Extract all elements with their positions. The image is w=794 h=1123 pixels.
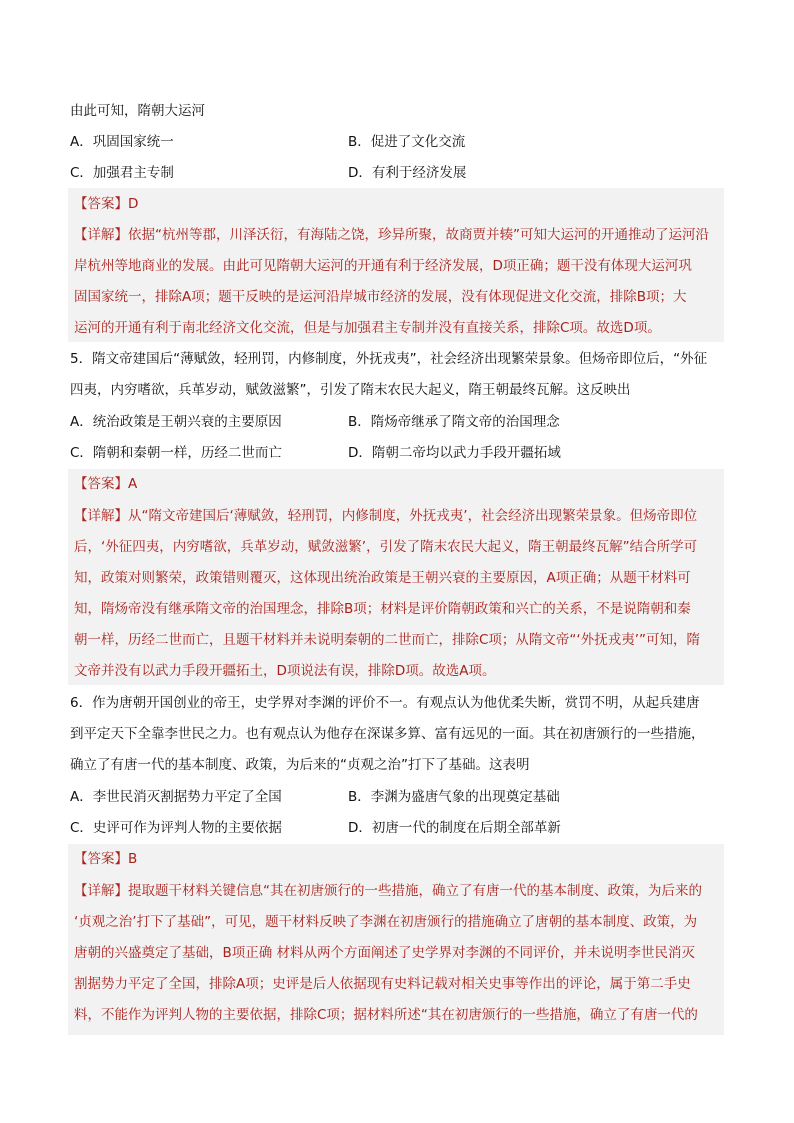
- explanation-tag: 【详解】: [74, 508, 128, 524]
- explanation-line: 料，不能作为评判人物的主要依据，排除C项；据材料所述“其在初唐颁行的一些措施，确立了有唐一代的: [74, 1007, 698, 1023]
- question-5-stem: 5．隋文帝建国后“薄赋敛，轻刑罚，内修制度，外抚戎夷”，社会经济出现繁荣景象。但炀帝即位后，“外征: [70, 351, 708, 367]
- option-a: A．李世民消灭割据势力平定了全国: [70, 789, 282, 805]
- option-d: D．初唐一代的制度在后期全部革新: [348, 820, 561, 836]
- answer-label: 【答案】A: [74, 476, 138, 492]
- option-c: C．隋朝和秦朝一样，历经二世而亡: [70, 445, 282, 461]
- explanation-line: 岸杭州等地商业的发展。由此可见隋朝大运河的开通有利于经济发展，D项正确；题干没有体现大运河巩: [74, 258, 692, 274]
- question-5-stem: 四夷，内穷嗜欲，兵革岁动，赋敛滋繁”，引发了隋末农民大起义，隋王朝最终瓦解。这反映出: [70, 382, 631, 398]
- option-a: A．巩固国家统一: [70, 134, 174, 150]
- explanation-line: 后，‘外征四夷，内穷嗜欲，兵革岁动，赋敛滋繁’，引发了隋末农民大起义，隋王朝最终瓦解”结合所学可: [74, 539, 698, 555]
- explanation-line: ‘贞观之治’打下了基础”，可见，题干材料反映了李渊在初唐颁行的措施确立了唐朝的基本制度、政策，为: [74, 914, 698, 930]
- option-c: C．史评可作为评判人物的主要依据: [70, 820, 282, 836]
- answer-label: 【答案】D: [74, 196, 139, 212]
- option-d: D．隋朝二帝均以武力手段开疆拓域: [348, 445, 561, 461]
- explanation-line: 知，政策对则繁荣，政策错则覆灭，这体现出统治政策是王朝兴衰的主要原因，A项正确；从题干材料可: [74, 570, 691, 586]
- answer-block: [68, 188, 724, 342]
- question-6-stem: 6．作为唐朝开国创业的帝王，史学界对李渊的评价不一。有观点认为他优柔失断，赏罚不明，从起兵建唐: [70, 695, 700, 711]
- explanation-line: 知，隋炀帝没有继承隋文帝的治国理念，排除B项；材料是评价隋朝政策和兴亡的关系，不是说隋朝和秦: [74, 601, 691, 617]
- option-c: C．加强君主专制: [70, 165, 174, 181]
- option-d: D．有利于经济发展: [348, 165, 467, 181]
- explanation-line: [74, 506, 697, 526]
- explanation-line: 运河的开通有利于南北经济文化交流，但是与加强君主专制并没有直接关系，排除C项。故选D项。: [74, 320, 661, 336]
- option-b: B．隋炀帝继承了隋文帝的治国理念: [348, 414, 560, 430]
- question-stem-tail: 由此可知，隋朝大运河: [70, 103, 205, 119]
- explanation-line: 唐朝的兴盛奠定了基础，B项正确 材料从两个方面阐述了史学界对李渊的不同评价，并未说明李世民消灭: [74, 945, 696, 961]
- option-b: B．李渊为盛唐气象的出现奠定基础: [348, 789, 560, 805]
- question-6-stem: 确立了有唐一代的基本制度、政策，为后来的“贞观之治”打下了基础。这表明: [70, 757, 530, 773]
- explanation-line: 固国家统一，排除A项；题干反映的是运河沿岸城市经济的发展，没有体现促进文化交流，排除B项；大: [74, 289, 687, 305]
- explanation-line: 文帝并没有以武力手段开疆拓土，D项说法有误，排除D项。故选A项。: [74, 663, 496, 679]
- explanation-tag: 【详解】: [74, 227, 128, 243]
- explanation-text: 从“隋文帝建国后‘薄赋敛，轻刑罚，内修制度，外抚戎夷’，社会经济出现繁荣景象。但炀帝即位: [128, 508, 698, 524]
- answer-block: [68, 844, 724, 1035]
- option-a: A．统治政策是王朝兴衰的主要原因: [70, 414, 282, 430]
- answer-block: [68, 469, 724, 685]
- explanation-line: 朝一样，历经二世而亡，且题干材料并未说明秦朝的二世而亡，排除C项；从隋文帝“‘外抚戎夷’”可知，隋: [74, 632, 700, 648]
- explanation-tag: 【详解】: [74, 883, 128, 899]
- explanation-text: 提取题干材料关键信息“其在初唐颁行的一些措施，确立了有唐一代的基本制度、政策，为后来的: [128, 883, 702, 899]
- option-b: B．促进了文化交流: [348, 134, 466, 150]
- explanation-line: 割据势力平定了全国，排除A项；史评是后人依据现有史料记载对相关史事等作出的评论，属于第二手史: [74, 976, 691, 992]
- explanation-text: 依据“杭州等郡，川泽沃衍，有海陆之饶，珍异所聚，故商贾并辏”可知大运河的开通推动了运河沿: [128, 227, 709, 243]
- answer-label: 【答案】B: [74, 851, 138, 867]
- explanation-line: [74, 225, 709, 245]
- explanation-line: [74, 881, 702, 901]
- question-6-stem: 到平定天下全靠李世民之力。也有观点认为他存在深谋多算、富有远见的一面。其在初唐颁行的一些措施，: [70, 726, 705, 742]
